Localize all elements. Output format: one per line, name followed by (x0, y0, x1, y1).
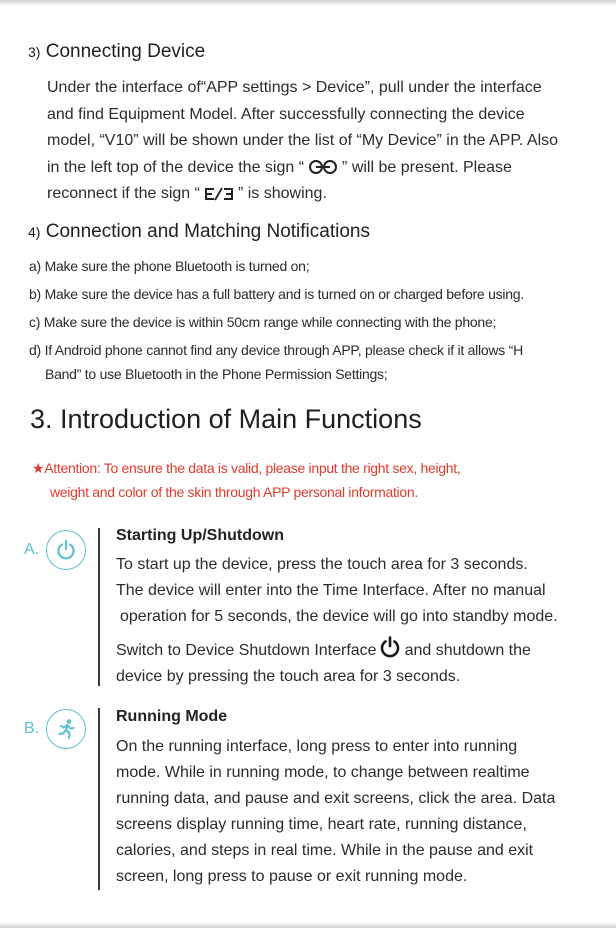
section-heading-connecting-device (28, 41, 205, 63)
attention-line: weight and color of the skin through APP personal information. (50, 484, 418, 500)
running-icon (54, 717, 78, 741)
list-item-continuation: Band” to use Bluetooth in the Phone Permission Settings; (45, 366, 388, 382)
feature-b-body (116, 734, 606, 890)
attention-text: Attention: To ensure the data is valid, please input the right sex, height, (44, 460, 461, 476)
feature-a-title: Starting Up/Shutdown (116, 527, 284, 544)
feature-line: On the running interface, long press to enter into running (116, 738, 518, 755)
feature-line: calories, and steps in real time. While in the pause and exit (116, 842, 534, 859)
connecting-device-paragraph (47, 75, 592, 208)
section-title: Connecting Device (45, 41, 206, 62)
feature-b-badge (46, 709, 86, 749)
section-number: 3) (28, 44, 41, 60)
paragraph-line: and find Equipment Model. After successfully connecting the device (47, 105, 525, 123)
feature-line (116, 636, 606, 664)
feature-text: and shutdown the (404, 642, 531, 659)
list-item: c) Make sure the device is within 50cm range while connecting with the phone; (29, 314, 497, 330)
top-edge-shadow (0, 0, 616, 6)
disconnected-sign-icon (202, 186, 236, 202)
section-number: 4) (28, 224, 41, 240)
feature-b-divider (98, 708, 100, 890)
feature-line: mode. While in running mode, to change between realtime (116, 764, 530, 781)
section-title: Connection and Matching Notifications (45, 221, 370, 242)
feature-line: running data, and pause and exit screens, click the area. Data (116, 790, 556, 807)
connected-sign-icon (306, 159, 340, 175)
bottom-edge-shadow (0, 922, 616, 928)
feature-line: The device will enter into the Time Interface. After no manual (116, 582, 546, 599)
feature-line: screens display running time, heart rate, running distance, (116, 816, 527, 833)
feature-line: screen, long press to pause or exit running mode. (116, 868, 468, 885)
paragraph-line (47, 155, 592, 182)
feature-a-divider (98, 528, 100, 686)
feature-line: operation for 5 seconds, the device will go into standby mode. (120, 608, 558, 625)
paragraph-text: in the left top of the device the sign “ (47, 158, 305, 176)
paragraph-line (47, 181, 592, 208)
feature-line: To start up the device, press the touch area for 3 seconds. (116, 556, 528, 573)
attention-note (32, 456, 460, 504)
feature-b-title: Running Mode (116, 708, 228, 725)
list-item: d) If Android phone cannot find any device through APP, please check if it allows “H (29, 342, 523, 358)
paragraph-text: reconnect if the sign “ (47, 185, 200, 202)
feature-letter-a: A. (24, 541, 40, 558)
power-icon (55, 539, 77, 561)
paragraph-line: model, “V10” will be shown under the list of “My Device” in the APP. Also (47, 132, 559, 149)
list-item: a) Make sure the phone Bluetooth is turned on; (29, 258, 310, 274)
power-icon (379, 636, 401, 658)
feature-letter-b: B. (24, 720, 40, 737)
attention-line (32, 456, 460, 480)
paragraph-line: Under the interface of“APP settings > Device”, pull under the interface (47, 79, 542, 96)
feature-a-badge (46, 530, 86, 570)
star-icon: ★ (32, 460, 45, 476)
paragraph-text: ” is showing. (237, 185, 327, 202)
paragraph-text: ” will be present. Please (342, 158, 512, 176)
feature-a-body (116, 552, 606, 690)
feature-text: Switch to Device Shutdown Interface (116, 642, 377, 659)
feature-line: device by pressing the touch area for 3 seconds. (116, 668, 461, 685)
section-heading-notifications (28, 221, 370, 243)
list-item: b) Make sure the device has a full battery and is turned on or charged before using. (29, 286, 524, 302)
main-functions-heading: 3. Introduction of Main Functions (30, 404, 422, 434)
